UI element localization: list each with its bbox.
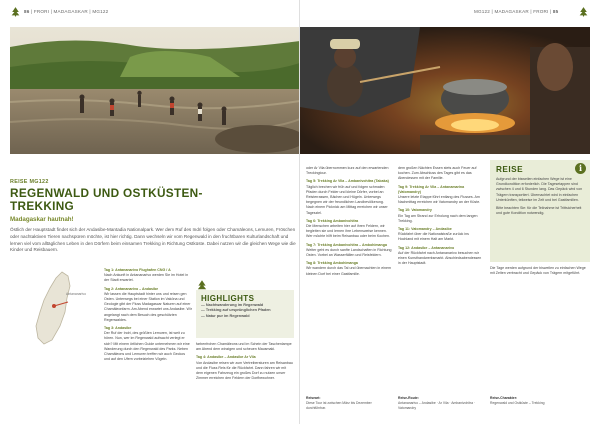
itinerary-column-1: Tag 1: Antananarivo Flughafen CNG / A Nach Ankunft in Antananarivo werden Sie im Hotel in der Stadt erwartet. Tag 2: Antananarivo – Andasibe Wir lassen die Hauptstadt hinter uns und reisen gen Osten. Unterwegs bei einer Station im Vakôna und Geologie gibt der Fluss Madagascar Naturen auf einer Chamäleonfarm. Am Abend erwartet uns Andasibe. Wir angelangt nach dem Besuch des geschützten Regenwaldes. Tag 3: Andasibe Der Ruf der Indri, des größten Lemuren, ist weit zu hören. Nun, wer im Regenwald aufwacht verlegt er sich? Mit einem örtlichen Guide unternehmen wir eine Wanderung durch den Regenwald des Parks. Neben Chamäleons und Lemuren treffen wir auch Geckos und auf den Ufern vorbeiziehen Vögeln.	[104, 268, 192, 362]
tree-logo-icon	[10, 6, 21, 17]
article-title: REGENWALD UND OSTKÜSTEN- TREKKING	[10, 186, 203, 213]
village-cooking-photo	[300, 27, 590, 154]
info-icon: i	[575, 163, 586, 174]
highlight-item: — Trekking auf ursprünglichen Pfaden	[201, 308, 271, 313]
page-header-left: 86 | FRORI | MADAGASKAR | MG122	[24, 9, 109, 14]
itinerary-column-5: Die Tage werden aufgrund der bisweilen zu einfachen Wege mit Zelten verbracht und Gepäck von Trägern mitgeführt.	[490, 266, 586, 276]
footer-route: Reise-Route: Antananarivo – Andasibe · Ar Vila · Ambanivohitra · Vatomandry	[398, 396, 476, 410]
footer-charakter: Reise-Charakter: Regenwald und Ostküste – Trekking	[490, 396, 545, 405]
map-city-label: Antananarivo	[66, 292, 86, 296]
highlights-title: HIGHLIGHTS	[201, 294, 255, 303]
tree-logo-icon	[578, 6, 589, 17]
article-subtitle: Madagaskar hautnah!	[10, 216, 74, 223]
reise-info-text: Aufgrund der bisweilen einfachen Wege ist eine Grundkondition erforderlich. Die Tagesetappen sind zwischen 4 und 6 Stunden lang. Das Gepäck wird von Trägern transportiert. Übernachtet wird in einfachen Unterkünften, teilweise im Zelt und bei Gastfamilien. Bitte beachten Sie: für die Teilnahme ist Trittsicherheit und gute Kondition notwendig.	[496, 177, 583, 216]
page-header-right: MG122 | MADAGASKAR | FRORI | 85	[474, 9, 559, 14]
footer-reiseart: Reiseart: Diese Tour ist zwischen März bis Dezember durchführbar.	[306, 396, 372, 410]
highlights-tree-icon	[196, 278, 208, 290]
itinerary-column-2: farbenfrohen Chamäleons und im Schein der Taschenlampe am Abend dem winzigen und scheuen Mausmaki. Tag 4: Andasibe – Andasibe Ar Vila Von Andasibe reisen wir zum Vertreibersturen am Reisanbau und die Fluss Reis für die Rückfahrt. Dann fahren wir mit dem eigenen Fahrzeug ein großes Dorf zu nutzen unser Zimmer erreichen den Feldern der Dorfbewohner.	[196, 342, 293, 381]
article-kicker: REISE MG122	[10, 179, 49, 185]
river-children-photo	[10, 27, 300, 154]
reise-info-box	[490, 160, 590, 262]
highlight-item: — Nachtwanderung im Regenwald	[201, 303, 264, 307]
highlight-item: — Natur pur im Regenwald	[201, 313, 250, 318]
reise-title: REISE	[496, 165, 524, 174]
highlights-box	[196, 290, 294, 338]
madagascar-map	[10, 268, 100, 346]
itinerary-column-3: oder Ar Vila übernommen kurz auf den erwartenden Treckingtour. Tag 5: Trekking Ar Vila – Ambanivohitra (Tabaka) Täglich brechen wir früh auf und folgen schmalen Pfaden durch Felder und kleine Dörfer, vorbei an Reisterrassen, Bächen und Hügeln. Unterwegs begegnen wir der freundlichen Landbevölkerung. Nach einem Picknick am Mittag erreichen wir unser Tagesziel. Tag 6: Trekking Ambanivohitra Die Menschen arbeiten hier auf ihren Feldern, wir begleiten sie und lernen ihre Lebensweise kennen. Wer möchte hilft beim Reisanbau oder beim Kochen. Tag 7: Trekking Ambanivohitra – Ambohimanga Weiter geht es durch sanfte Landschaften in Richtung Osten. Vorbei an Wasserfällen und Reisfeldern. Tag 8: Trekking Ambohimanga Wir wandern durch das Tal und übernachten in einem kleinen Dorf bei einer Gastfamilie.	[306, 166, 392, 276]
itinerary-column-4: dem großen Nächten Essen stets auch Feuer auf kochen. Zum Abschluss des Tages gibt es das Abendessen mit der Familie. Tag 9: Trekking Ar Vila – Antanamarina (Vatomandry) Unsere letzte Etappe führt entlang des Flusses. Am Nachmittag erreichen wir Vatomandry an der Küste. Tag 10: Vatomandry Ein Tag am Strand zur Erholung nach dem langen Trekking. Tag 11: Vatomandry – Andasibe Rückfahrt über die Nationalstraße zurück ins Hochland mit einem Halt am Markt. Tag 12: Andasibe – Antananarivo Auf der Rückfahrt nach Antananarivo besuchen wir einen Kunsthandwerksmarkt. Abschiedsabendessen in der Hauptstadt.	[398, 166, 482, 266]
article-lead: Östlich der Hauptstadt findet sich der Andasibe-Mantadia Nationalpark. Wer dem Ruf des Indri folgen oder Chamäleons, Lemuren, Fröschen oder nachtaktiven Tieren nachspüren möchte, ist hier richtig. Dann wechseln wir vom Regenwald in den fruchtbaren Kulturlandschaft und lernen viel vom alltäglichen Leben in den Dörfern beim einsamen Trekking in Richtung Ostküste. Dabei nutzen wir die gleichen Wege wie die Kinder und Reisbauern.	[10, 227, 296, 253]
right-page	[300, 0, 600, 424]
